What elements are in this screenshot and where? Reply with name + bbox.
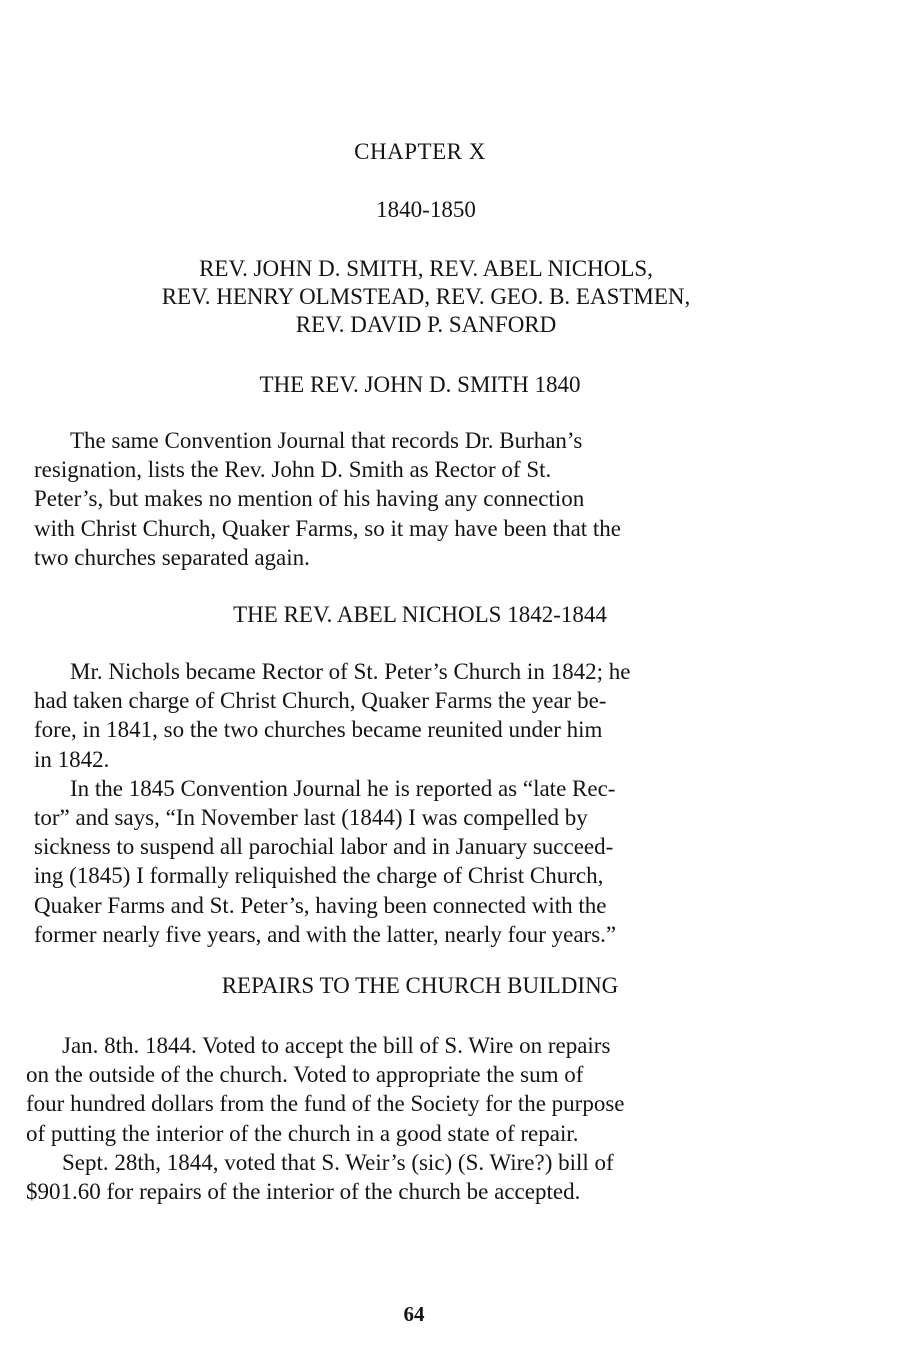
chapter-title: CHAPTER X [354, 139, 486, 164]
chapter-years: 1840-1850 [376, 197, 476, 222]
text-line: on the outside of the church. Voted to appropriate the sum of [26, 1062, 584, 1088]
text-line: had taken charge of Christ Church, Quaker Farms the year be- [34, 688, 607, 714]
text-line: two churches separated again. [34, 544, 310, 570]
text-line: tor” and says, “In November last (1844) I was compelled by [34, 805, 588, 831]
text-line: former nearly five years, and with the latter, nearly four years.” [34, 921, 617, 947]
text-line: in 1842. [34, 746, 110, 772]
text-line: with Christ Church, Quaker Farms, so it may have been that the [34, 515, 622, 541]
section-heading-repairs: REPAIRS TO THE CHURCH BUILDING [221, 973, 619, 998]
text-line: Quaker Farms and St. Peter’s, having been connected with the [34, 892, 607, 918]
text-line: ing (1845) I formally reliquished the charge of Christ Church, [34, 863, 604, 889]
section-heading-smith: THE REV. JOHN D. SMITH 1840 [259, 372, 581, 397]
text-line: $901.60 for repairs of the interior of the church be accepted. [26, 1179, 581, 1205]
paragraph-nichols [34, 657, 834, 949]
text-line: of putting the interior of the church in a good state of repair. [26, 1120, 579, 1146]
paragraph-smith [34, 426, 834, 572]
text-line: sickness to suspend all parochial labor and in January succeed- [34, 834, 614, 860]
clergy-line: REV. HENRY OLMSTEAD, REV. GEO. B. EASTMEN, [161, 284, 691, 309]
paragraph-repairs [26, 1031, 826, 1206]
clergy-line: REV. DAVID P. SANFORD [295, 312, 557, 337]
section-heading-nichols: THE REV. ABEL NICHOLS 1842-1844 [233, 602, 607, 627]
text-line: Mr. Nichols became Rector of St. Peter’s Church in 1842; he [70, 659, 631, 684]
clergy-list [6, 255, 846, 339]
text-line: In the 1845 Convention Journal he is reported as “late Rec- [70, 775, 616, 801]
text-line: four hundred dollars from the fund of the Society for the purpose [26, 1091, 625, 1117]
text-line: Peter’s, but makes no mention of his having any connection [34, 486, 585, 512]
text-line: resignation, lists the Rev. John D. Smith as Rector of St. [34, 457, 552, 483]
text-line: fore, in 1841, so the two churches became reunited under him [34, 717, 603, 743]
text-line: Sept. 28th, 1844, voted that S. Weir’s (sic) (S. Wire?) bill of [62, 1149, 614, 1175]
page-number: 64 [403, 1302, 425, 1326]
clergy-line: REV. JOHN D. SMITH, REV. ABEL NICHOLS, [199, 256, 653, 281]
text-line: Jan. 8th. 1844. Voted to accept the bill of S. Wire on repairs [62, 1033, 611, 1058]
text-line: The same Convention Journal that records Dr. Burhan’s [70, 428, 583, 453]
